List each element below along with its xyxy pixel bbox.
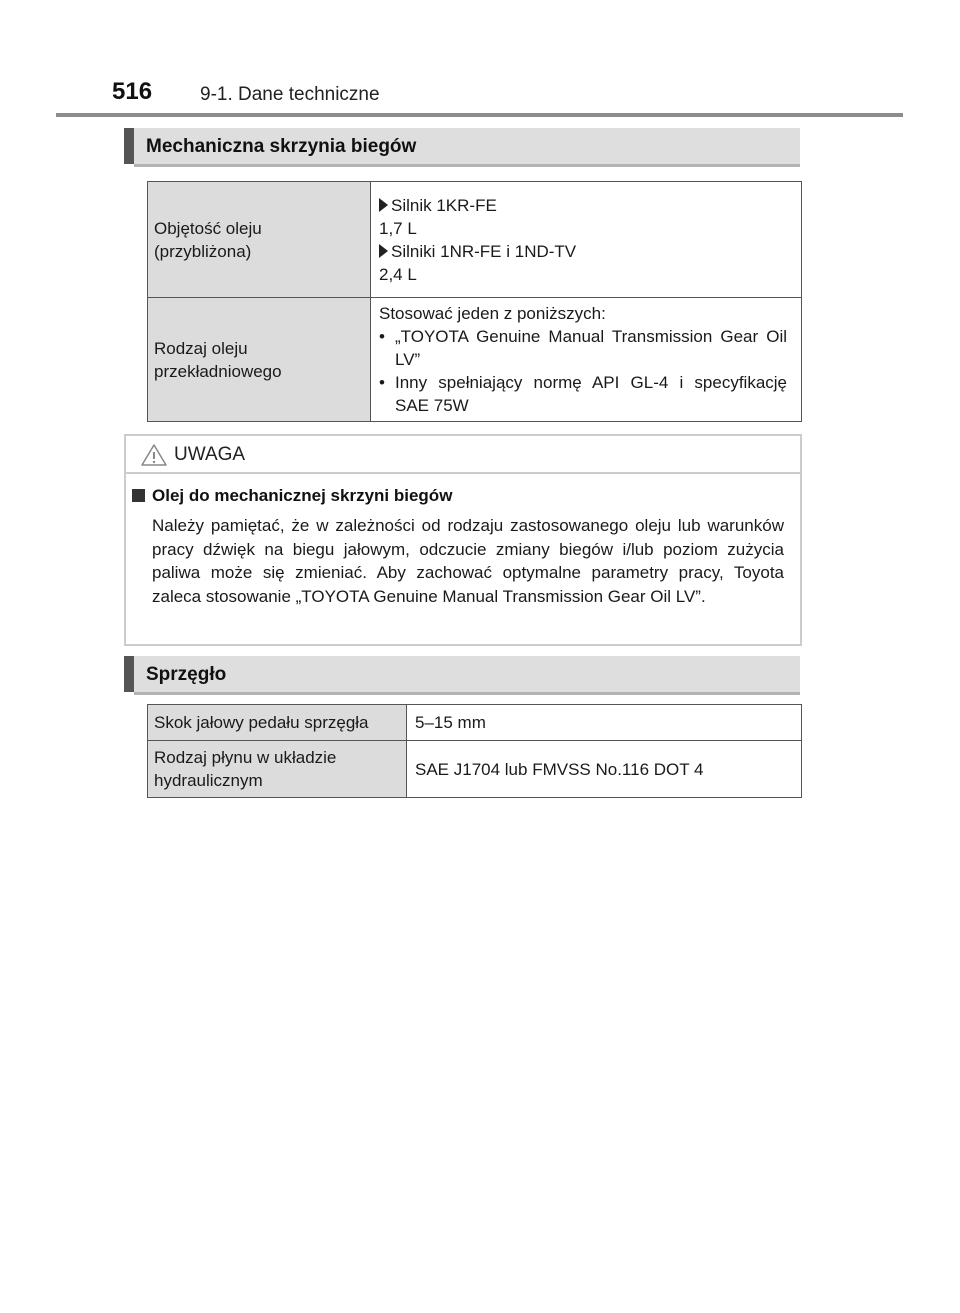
table-row	[148, 182, 802, 298]
warning-triangle-icon	[140, 443, 168, 467]
table-key-cell: Rodzaj oleju przekładniowego	[148, 298, 371, 422]
page-number: 516	[112, 78, 153, 105]
square-bullet-icon	[132, 489, 145, 502]
section-accent	[124, 128, 134, 164]
clutch-table	[147, 704, 802, 798]
engine-label: Silnik 1KR-FE	[391, 195, 497, 215]
triangle-bullet-icon	[379, 244, 388, 258]
list-item	[379, 371, 787, 417]
section-heading-manual-transmission	[124, 128, 800, 164]
manual-transmission-table	[147, 181, 802, 422]
warning-header	[126, 436, 800, 474]
warning-box	[124, 434, 802, 646]
oil-capacity-value: 2,4 L	[379, 264, 417, 284]
table-value-cell	[371, 298, 802, 422]
warning-label: UWAGA	[174, 444, 246, 465]
bullet-dot: •	[379, 327, 385, 346]
engine-label: Silniki 1NR-FE i 1ND-TV	[391, 241, 577, 261]
triangle-bullet-icon	[379, 198, 388, 212]
oil-type-option: „TOYOTA Genuine Manual Transmission Gear Oil LV”	[395, 327, 787, 369]
oil-capacity-value: 1,7 L	[379, 218, 417, 238]
table-key-cell: Rodzaj płynu w układzie hydraulicznym	[148, 741, 407, 798]
section-heading-clutch	[124, 656, 800, 692]
page-header	[0, 0, 960, 120]
chapter-title: 9-1. Dane techniczne	[200, 84, 380, 105]
table-key-cell: Objętość oleju (przybliżona)	[148, 182, 371, 298]
table-value-cell	[371, 182, 802, 298]
warning-title	[132, 486, 452, 506]
section-underline	[134, 164, 800, 167]
oil-type-option: Inny spełniający normę API GL-4 i specyfikację SAE 75W	[395, 373, 787, 415]
section-underline	[134, 692, 800, 695]
warning-title-text: Olej do mechanicznej skrzyni biegów	[152, 486, 453, 505]
list-item	[379, 325, 787, 371]
oil-type-intro: Stosować jeden z poniższych:	[379, 304, 606, 323]
section-title: Sprzęgło	[146, 664, 227, 685]
table-value-cell: SAE J1704 lub FMVSS No.116 DOT 4	[407, 741, 802, 798]
warning-text: Należy pamiętać, że w zależności od rodzaju zastosowanego oleju lub warunków pracy dźwięk na biegu jałowym, odczucie zmiany biegów i/lub poziom zużycia paliwa może się zmieniać. Aby zachować optymalne parametry pracy, Toyota zaleca stosowanie „TOYOTA Genuine Manual Transmission Gear Oil LV”.	[152, 516, 784, 606]
table-row	[148, 705, 802, 741]
table-row	[148, 298, 802, 422]
section-title: Mechaniczna skrzynia biegów	[146, 136, 417, 157]
table-value-cell: 5–15 mm	[407, 705, 802, 741]
bullet-dot: •	[379, 373, 385, 392]
table-row	[148, 741, 802, 798]
header-divider	[56, 113, 903, 117]
table-key-cell: Skok jałowy pedału sprzęgła	[148, 705, 407, 741]
section-accent	[124, 656, 134, 692]
